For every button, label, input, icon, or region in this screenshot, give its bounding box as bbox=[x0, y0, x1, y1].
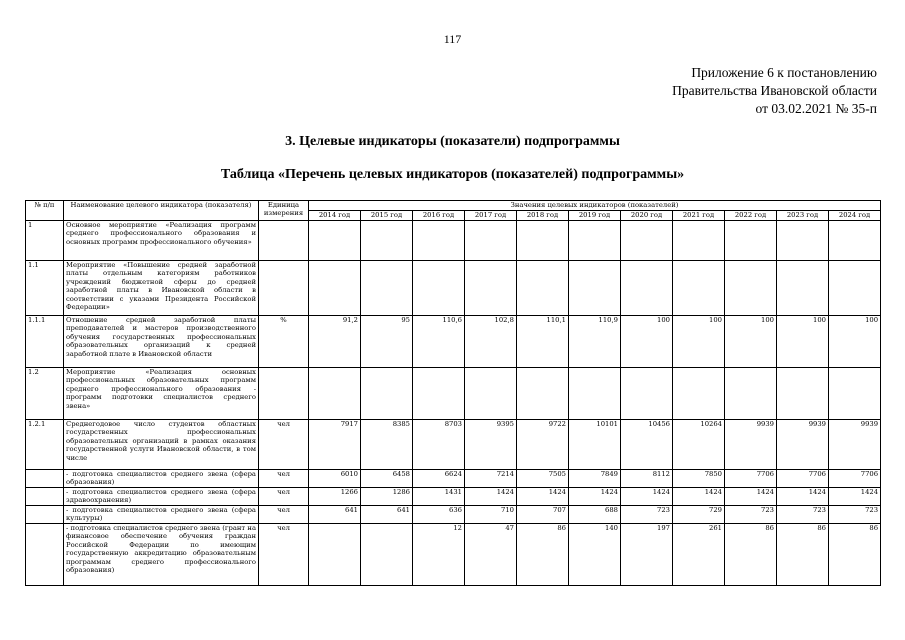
value-cell: 95 bbox=[361, 316, 413, 368]
value-cell bbox=[725, 221, 777, 261]
value-cell: 7917 bbox=[309, 420, 361, 470]
value-cell: 7850 bbox=[673, 470, 725, 488]
value-cell: 9939 bbox=[725, 420, 777, 470]
value-cell: 8385 bbox=[361, 420, 413, 470]
value-cell: 1286 bbox=[361, 488, 413, 506]
value-cell: 100 bbox=[725, 316, 777, 368]
unit-cell: чел bbox=[259, 488, 309, 506]
indicator-name: - подготовка специалистов среднего звена (сфера образования) bbox=[64, 470, 259, 488]
row-number: 1.2 bbox=[26, 368, 64, 420]
value-cell: 710 bbox=[465, 506, 517, 524]
appendix-line-1: Приложение 6 к постановлению bbox=[691, 65, 877, 80]
value-cell: 100 bbox=[621, 316, 673, 368]
value-cell: 1424 bbox=[777, 488, 829, 506]
row-number bbox=[26, 506, 64, 524]
indicator-name: - подготовка специалистов среднего звена (сфера здравоохранения) bbox=[64, 488, 259, 506]
value-cell bbox=[361, 524, 413, 586]
value-cell bbox=[309, 221, 361, 261]
unit-cell: чел bbox=[259, 506, 309, 524]
row-number: 1 bbox=[26, 221, 64, 261]
header-year: 2024 год bbox=[829, 211, 881, 221]
header-values-group: Значения целевых индикаторов (показателей) bbox=[309, 201, 881, 211]
indicator-name: Среднегодовое число студентов областных государственных профессиональных образовательных организаций в рамках оказания государственной услуги Ивановской области, в том числе bbox=[64, 420, 259, 470]
value-cell: 140 bbox=[569, 524, 621, 586]
value-cell: 7706 bbox=[725, 470, 777, 488]
value-cell: 723 bbox=[621, 506, 673, 524]
appendix-reference bbox=[547, 64, 877, 118]
value-cell bbox=[309, 524, 361, 586]
indicator-name: - подготовка специалистов среднего звена (грант на финансовое обеспечение обучения граждан Российской Федерации по имеющим государственную аккредитацию образовательным программам среднего профессионального образования) bbox=[64, 524, 259, 586]
value-cell: 1431 bbox=[413, 488, 465, 506]
unit-cell bbox=[259, 261, 309, 316]
value-cell: 86 bbox=[829, 524, 881, 586]
value-cell bbox=[829, 261, 881, 316]
page-number: 117 bbox=[443, 32, 462, 46]
table-title: Таблица «Перечень целевых индикаторов (показателей) подпрограммы» bbox=[220, 167, 685, 182]
header-year: 2014 год bbox=[309, 211, 361, 221]
value-cell: 8112 bbox=[621, 470, 673, 488]
table-row bbox=[26, 470, 881, 488]
value-cell: 723 bbox=[777, 506, 829, 524]
value-cell: 636 bbox=[413, 506, 465, 524]
row-number: 1.1 bbox=[26, 261, 64, 316]
unit-cell: чел bbox=[259, 470, 309, 488]
value-cell bbox=[725, 261, 777, 316]
value-cell bbox=[621, 261, 673, 316]
value-cell: 729 bbox=[673, 506, 725, 524]
header-year: 2016 год bbox=[413, 211, 465, 221]
table-row bbox=[26, 488, 881, 506]
table-body bbox=[26, 221, 881, 586]
value-cell: 47 bbox=[465, 524, 517, 586]
header-year: 2023 год bbox=[777, 211, 829, 221]
value-cell: 9939 bbox=[829, 420, 881, 470]
unit-cell: % bbox=[259, 316, 309, 368]
value-cell: 102,8 bbox=[465, 316, 517, 368]
value-cell bbox=[569, 368, 621, 420]
value-cell: 6624 bbox=[413, 470, 465, 488]
value-cell bbox=[569, 221, 621, 261]
table-row bbox=[26, 261, 881, 316]
value-cell: 110,6 bbox=[413, 316, 465, 368]
indicator-name: Мероприятие «Повышение средней заработной платы отдельным категориям работников учреждений бюджетной сферы до средней заработной платы в Ивановской области в соответствии с указами Президента Российской Федерации» bbox=[64, 261, 259, 316]
value-cell bbox=[465, 261, 517, 316]
value-cell: 197 bbox=[621, 524, 673, 586]
indicator-name: Основное мероприятие «Реализация программ среднего профессионального образования и основных программ профессионального обучения» bbox=[64, 221, 259, 261]
value-cell: 641 bbox=[309, 506, 361, 524]
value-cell: 707 bbox=[517, 506, 569, 524]
value-cell bbox=[777, 221, 829, 261]
value-cell: 8703 bbox=[413, 420, 465, 470]
value-cell bbox=[829, 368, 881, 420]
unit-cell: чел bbox=[259, 420, 309, 470]
value-cell bbox=[673, 261, 725, 316]
table-row bbox=[26, 221, 881, 261]
value-cell: 1424 bbox=[569, 488, 621, 506]
value-cell bbox=[777, 261, 829, 316]
unit-cell bbox=[259, 368, 309, 420]
value-cell bbox=[309, 261, 361, 316]
value-cell bbox=[621, 368, 673, 420]
value-cell: 723 bbox=[829, 506, 881, 524]
value-cell: 86 bbox=[517, 524, 569, 586]
row-number: 1.2.1 bbox=[26, 420, 64, 470]
value-cell: 7706 bbox=[777, 470, 829, 488]
value-cell: 86 bbox=[725, 524, 777, 586]
value-cell bbox=[569, 261, 621, 316]
table-row bbox=[26, 316, 881, 368]
value-cell bbox=[517, 261, 569, 316]
value-cell: 1424 bbox=[673, 488, 725, 506]
value-cell bbox=[465, 368, 517, 420]
indicator-name: Отношение средней заработной платы преподавателей и мастеров производственного обучения государственных профессиональных образовательных организаций к средней заработной плате в Ивановской области bbox=[64, 316, 259, 368]
appendix-line-3: от 03.02.2021 № 35-п bbox=[755, 101, 877, 116]
indicator-name: - подготовка специалистов среднего звена (сфера культуры) bbox=[64, 506, 259, 524]
value-cell: 91,2 bbox=[309, 316, 361, 368]
row-number bbox=[26, 524, 64, 586]
value-cell bbox=[725, 368, 777, 420]
value-cell: 100 bbox=[829, 316, 881, 368]
table-row bbox=[26, 524, 881, 586]
appendix-line-2: Правительства Ивановской области bbox=[672, 83, 877, 98]
unit-cell bbox=[259, 221, 309, 261]
value-cell: 7505 bbox=[517, 470, 569, 488]
value-cell: 110,9 bbox=[569, 316, 621, 368]
value-cell bbox=[361, 368, 413, 420]
header-year: 2021 год bbox=[673, 211, 725, 221]
value-cell: 6458 bbox=[361, 470, 413, 488]
value-cell: 1424 bbox=[725, 488, 777, 506]
header-row-1 bbox=[26, 201, 881, 211]
header-year: 2018 год bbox=[517, 211, 569, 221]
value-cell bbox=[673, 368, 725, 420]
value-cell: 9722 bbox=[517, 420, 569, 470]
value-cell: 7706 bbox=[829, 470, 881, 488]
value-cell: 6010 bbox=[309, 470, 361, 488]
row-number: 1.1.1 bbox=[26, 316, 64, 368]
header-unit: Единица измерения bbox=[259, 201, 309, 221]
value-cell bbox=[673, 221, 725, 261]
value-cell: 1424 bbox=[829, 488, 881, 506]
value-cell: 7214 bbox=[465, 470, 517, 488]
value-cell: 10456 bbox=[621, 420, 673, 470]
header-name: Наименование целевого индикатора (показателя) bbox=[64, 201, 259, 221]
value-cell: 12 bbox=[413, 524, 465, 586]
value-cell bbox=[413, 261, 465, 316]
value-cell: 261 bbox=[673, 524, 725, 586]
value-cell: 110,1 bbox=[517, 316, 569, 368]
value-cell: 100 bbox=[777, 316, 829, 368]
value-cell: 9395 bbox=[465, 420, 517, 470]
value-cell: 7849 bbox=[569, 470, 621, 488]
table-row bbox=[26, 420, 881, 470]
value-cell bbox=[517, 368, 569, 420]
value-cell: 723 bbox=[725, 506, 777, 524]
value-cell bbox=[361, 221, 413, 261]
value-cell bbox=[829, 221, 881, 261]
value-cell: 9939 bbox=[777, 420, 829, 470]
value-cell: 1424 bbox=[517, 488, 569, 506]
value-cell: 100 bbox=[673, 316, 725, 368]
header-num: № п/п bbox=[26, 201, 64, 221]
value-cell: 1424 bbox=[621, 488, 673, 506]
value-cell bbox=[413, 221, 465, 261]
header-year: 2015 год bbox=[361, 211, 413, 221]
value-cell: 10264 bbox=[673, 420, 725, 470]
row-number bbox=[26, 488, 64, 506]
value-cell: 86 bbox=[777, 524, 829, 586]
value-cell: 1266 bbox=[309, 488, 361, 506]
value-cell: 10101 bbox=[569, 420, 621, 470]
header-year: 2019 год bbox=[569, 211, 621, 221]
value-cell bbox=[361, 261, 413, 316]
section-title: 3. Целевые индикаторы (показатели) подпрограммы bbox=[285, 134, 620, 149]
table-row bbox=[26, 368, 881, 420]
value-cell bbox=[413, 368, 465, 420]
value-cell: 688 bbox=[569, 506, 621, 524]
value-cell bbox=[621, 221, 673, 261]
unit-cell: чел bbox=[259, 524, 309, 586]
header-year: 2022 год bbox=[725, 211, 777, 221]
indicators-table bbox=[25, 200, 881, 586]
value-cell bbox=[517, 221, 569, 261]
value-cell bbox=[777, 368, 829, 420]
value-cell bbox=[465, 221, 517, 261]
row-number bbox=[26, 470, 64, 488]
header-year: 2017 год bbox=[465, 211, 517, 221]
value-cell: 1424 bbox=[465, 488, 517, 506]
table-row bbox=[26, 506, 881, 524]
header-year: 2020 год bbox=[621, 211, 673, 221]
indicator-name: Мероприятие «Реализация основных профессиональных образовательных программ среднего профессионального образования - программ подготовки специалистов среднего звена» bbox=[64, 368, 259, 420]
value-cell: 641 bbox=[361, 506, 413, 524]
value-cell bbox=[309, 368, 361, 420]
